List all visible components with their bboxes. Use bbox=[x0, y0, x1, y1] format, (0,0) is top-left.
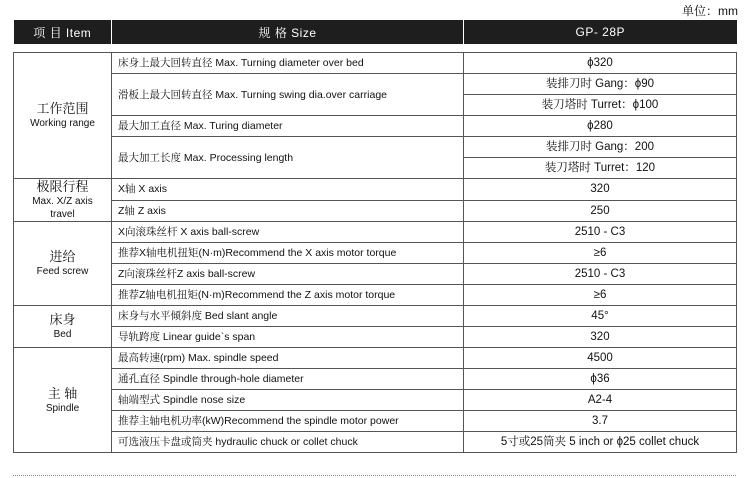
spec-cell: X向滚珠丝杆 X axis ball-screw bbox=[112, 222, 464, 243]
spec-cell: X轴 X axis bbox=[112, 179, 464, 201]
value-cell: 2510 - C3 bbox=[464, 222, 737, 243]
value-cell: 5寸或25筒夹 5 inch or ϕ25 collet chuck bbox=[464, 432, 737, 453]
group-label bbox=[14, 222, 112, 306]
group-label-en: Bed bbox=[53, 329, 72, 340]
spec-cell: Z轴 Z axis bbox=[112, 200, 464, 222]
value-cell: ≥6 bbox=[464, 285, 737, 306]
group-label-en: Working range bbox=[30, 118, 95, 129]
value-cell: 3.7 bbox=[464, 411, 737, 432]
header-spec: 规 格 Size bbox=[112, 20, 464, 44]
spec-cell: 推荐X轴电机扭矩(N·m)Recommend the X axis motor torque bbox=[112, 243, 464, 264]
spec-cell: 最大加工直径 Max. Turing diameter bbox=[112, 116, 464, 137]
header-model: GP- 28P bbox=[464, 20, 737, 44]
table-row bbox=[14, 137, 737, 158]
spec-cell: 床身与水平倾斜度 Bed slant angle bbox=[112, 306, 464, 327]
spec-cell: 最大加工长度 Max. Processing length bbox=[112, 137, 464, 179]
group-label-cn: 主 轴 bbox=[47, 385, 78, 401]
table-row bbox=[14, 200, 737, 222]
value-cell: 320 bbox=[464, 179, 737, 201]
value-cell: 2510 - C3 bbox=[464, 264, 737, 285]
group-label bbox=[14, 179, 112, 222]
spec-cell: 导轨跨度 Linear guide`s span bbox=[112, 327, 464, 348]
table-row bbox=[14, 53, 737, 74]
spec-cell: 推荐Z轴电机扭矩(N·m)Recommend the Z axis motor torque bbox=[112, 285, 464, 306]
value-cell: ϕ280 bbox=[464, 116, 737, 137]
table-row bbox=[14, 327, 737, 348]
unit-label: 单位：mm bbox=[682, 4, 738, 18]
group-label-en: Spindle bbox=[45, 402, 80, 414]
table-row bbox=[14, 411, 737, 432]
table-row bbox=[14, 369, 737, 390]
table-row bbox=[14, 285, 737, 306]
value-cell: 320 bbox=[464, 327, 737, 348]
spec-cell: Z向滚珠丝杆Z axis ball-screw bbox=[112, 264, 464, 285]
table-row bbox=[14, 390, 737, 411]
value-cell: 装排刀时 Gang：ϕ90 bbox=[464, 74, 737, 95]
group-label-cn: 床身 bbox=[49, 312, 76, 327]
value-cell: 装排刀时 Gang：200 bbox=[464, 137, 737, 158]
group-label bbox=[14, 348, 112, 453]
value-cell: 45° bbox=[464, 306, 737, 327]
spec-cell: 推荐主轴电机功率(kW)Recommend the spindle motor power bbox=[112, 411, 464, 432]
table-header-row bbox=[14, 20, 737, 44]
header-item: 项 目 Item bbox=[14, 20, 112, 44]
spec-cell: 可选液压卡盘或筒夹 hydraulic chuck or collet chuck bbox=[112, 432, 464, 453]
table-row bbox=[14, 432, 737, 453]
table-row bbox=[14, 348, 737, 369]
table-row bbox=[14, 116, 737, 137]
value-cell: 250 bbox=[464, 200, 737, 222]
value-cell: ϕ36 bbox=[464, 369, 737, 390]
table-body bbox=[14, 44, 737, 453]
table-row bbox=[14, 306, 737, 327]
spec-cell: 轴端型式 Spindle nose size bbox=[112, 390, 464, 411]
spec-cell: 床身上最大回转直径 Max. Turning diameter over bed bbox=[112, 53, 464, 74]
group-label-en: Max. X/Z axis travel bbox=[32, 196, 93, 220]
group-label-cn: 极限行程 bbox=[36, 179, 89, 194]
group-label-cn: 进给 bbox=[49, 249, 76, 264]
group-label-cn: 工作范围 bbox=[36, 101, 89, 116]
table-row bbox=[14, 179, 737, 201]
spec-cell: 滑板上最大回转直径 Max. Turning swing dia.over carriage bbox=[112, 74, 464, 116]
group-label-en: Feed screw bbox=[36, 266, 89, 277]
table-row bbox=[14, 264, 737, 285]
value-cell: ϕ320 bbox=[464, 53, 737, 74]
table-row bbox=[14, 243, 737, 264]
value-cell: 装刀塔时 Turret：ϕ100 bbox=[464, 95, 737, 116]
table-row bbox=[14, 222, 737, 243]
spec-cell: 最高转速(rpm) Max. spindle speed bbox=[112, 348, 464, 369]
group-label bbox=[14, 53, 112, 179]
group-label bbox=[14, 306, 112, 348]
value-cell: 4500 bbox=[464, 348, 737, 369]
spec-cell: 通孔直径 Spindle through-hole diameter bbox=[112, 369, 464, 390]
value-cell: 装刀塔时 Turret：120 bbox=[464, 158, 737, 179]
table-row bbox=[14, 74, 737, 95]
value-cell: ≥6 bbox=[464, 243, 737, 264]
value-cell: A2-4 bbox=[464, 390, 737, 411]
spec-table bbox=[13, 20, 737, 453]
